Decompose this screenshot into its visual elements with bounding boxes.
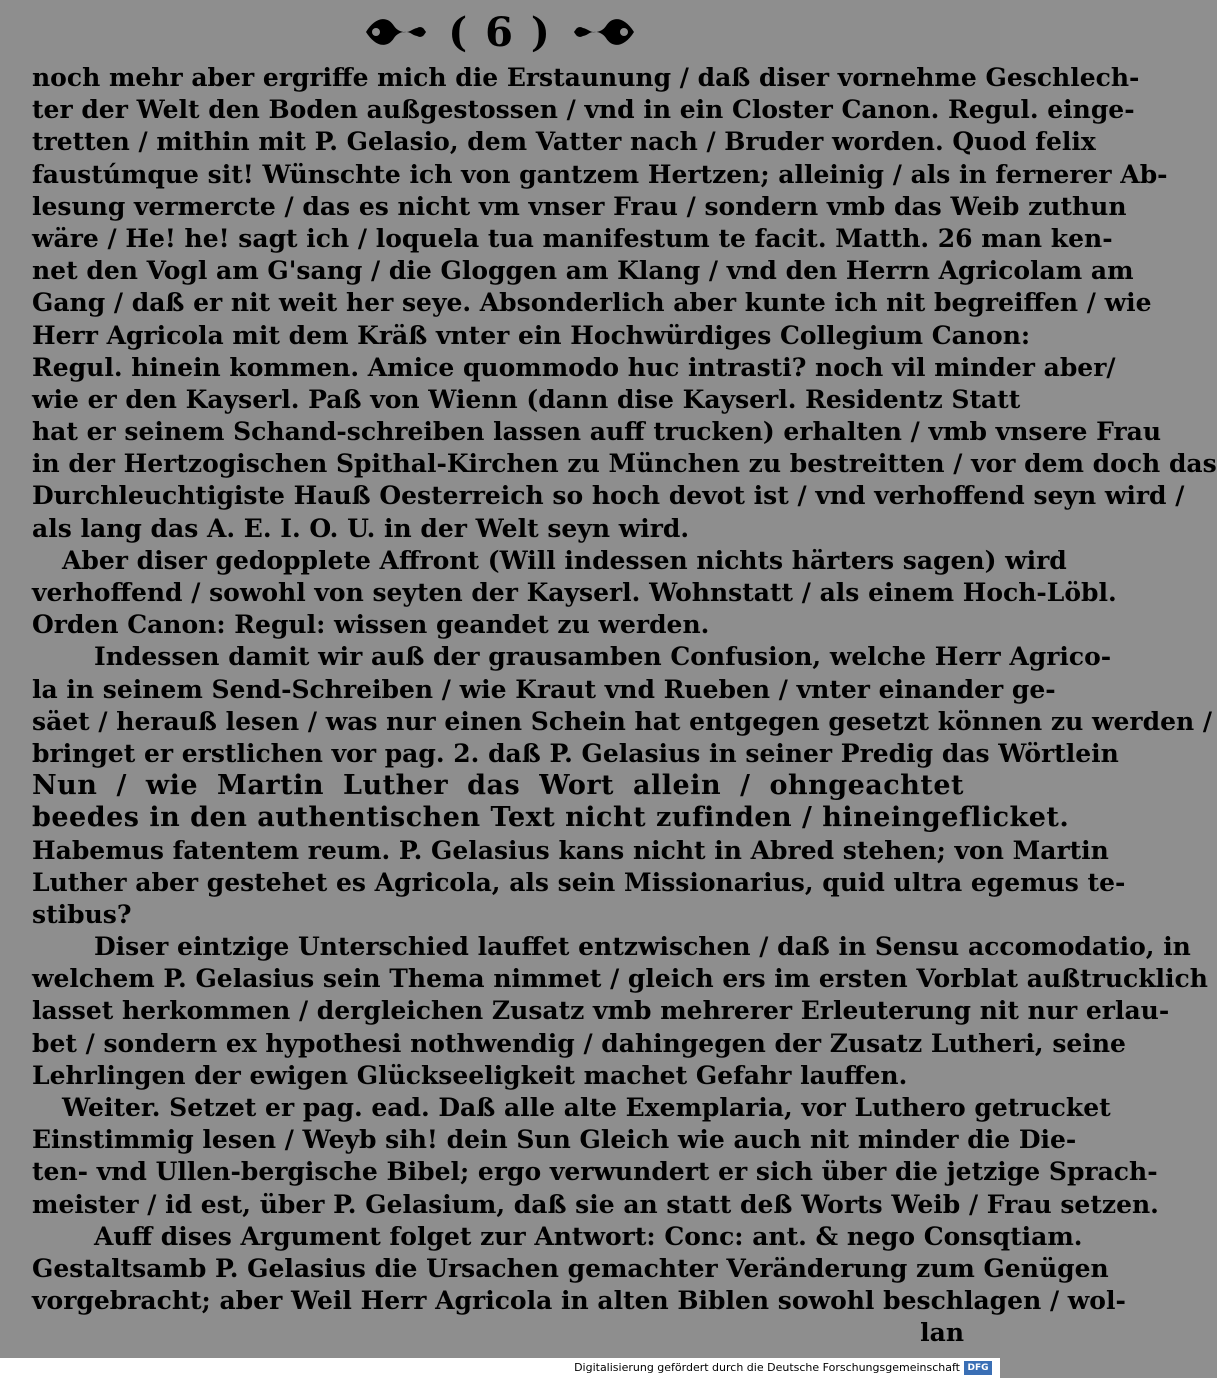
text-line: verhoffend / sowohl von seyten der Kayserl. Wohnstatt / als einem Hoch-Löbl. <box>32 578 1117 607</box>
text-line: bet / sondern ex hypothesi nothwendig / dahingegen der Zusatz Lutheri, seine <box>32 1028 1126 1058</box>
text-line: faustúmque sit! Wünschte ich von gantzem Hertzen; alleinig / als in fernerer Ab- <box>32 159 1168 189</box>
text-line: lesung vermercte / das es nicht vm vnser Frau / sondern vmb das Weib zuthun <box>32 191 1127 221</box>
text-line: Herr Agricola mit dem Kräß vnter ein Hochwürdiges Collegium Canon: <box>32 320 1031 350</box>
page-number: ( 6 ) <box>448 8 552 56</box>
dfg-logo-icon: DFG <box>964 1361 992 1375</box>
text-line: tretten / mithin mit P. Gelasio, dem Vatter nach / Bruder worden. Quod felix <box>32 127 1096 157</box>
text-line: la in seinem Send-Schreiben / wie Kraut vnd Rueben / vnter einander ge- <box>32 674 1056 704</box>
text-line: Habemus fatentem reum. P. Gelasius kans nicht in Abred stehen; von Martin <box>32 835 1109 865</box>
catchword: lan <box>920 1318 964 1348</box>
text-line: Indessen damit wir auß der grausamben Confusion, welche Herr Agrico- <box>94 642 1112 672</box>
text-line: wäre / He! he! sagt ich / loquela tua manifestum te facit. Matth. 26 man ken- <box>32 223 1113 253</box>
digitization-footer <box>0 1358 1000 1378</box>
text-line: bringet er erstlichen vor pag. 2. daß P. Gelasius in seiner Predig das Wörtlein <box>32 738 1119 768</box>
text-line: säet / herauß lesen / was nur einen Schein hat entgegen gesetzt können zu werden / <box>32 706 1212 736</box>
printer-ornament-right-icon <box>570 12 638 52</box>
text-line: Auff dises Argument folget zur Antwort: Conc: ant. & nego Consqtiam. <box>94 1221 1083 1251</box>
text-line: net den Vogl am G'sang / die Gloggen am Klang / vnd den Herrn Agricolam am <box>32 256 1134 286</box>
text-line: als lang das A. E. I. O. U. in der Welt seyn wird. <box>32 513 690 543</box>
text-line: Diser eintzige Unterschied lauffet entzwischen / daß in Sensu accomodatio, in <box>94 932 1191 962</box>
text-line: noch mehr aber ergriffe mich die Erstaunung / daß diser vornehme Geschlech- <box>32 63 1140 92</box>
text-line: vorgebracht; aber Weil Herr Agricola in alten Biblen sowohl beschlagen / wol- <box>32 1286 1126 1316</box>
funding-credit: Digitalisierung gefördert durch die Deutsche Forschungsgemeinschaft <box>574 1361 960 1374</box>
text-line: lasset herkommen / dergleichen Zusatz vmb mehrerer Erleuterung nit nur erlau- <box>32 996 1170 1026</box>
text-line: Weiter. Setzet er pag. ead. Daß alle alte Exemplaria, vor Luthero getrucket <box>62 1093 1111 1122</box>
text-line: Durchleuchtigiste Hauß Oesterreich so hoch devot ist / vnd verhoffend seyn wird / <box>32 481 1185 511</box>
text-line: stibus? <box>32 899 132 929</box>
text-line: ter der Welt den Boden außgestossen / vnd in ein Closter Canon. Regul. einge- <box>32 95 1135 125</box>
text-line: Orden Canon: Regul: wissen geandet zu werden. <box>32 610 710 640</box>
text-line: welchem P. Gelasius sein Thema nimmet / gleich ers im ersten Vorblat außtrucklich <box>32 964 1208 994</box>
text-line: Regul. hinein kommen. Amice quommodo huc intrasti? noch vil minder aber/ <box>32 352 1116 382</box>
text-line: Luther aber gestehet es Agricola, als sein Missionarius, quid ultra egemus te- <box>32 867 1126 897</box>
page-header <box>0 6 1000 58</box>
text-line: ten- vnd Ullen-bergische Bibel; ergo verwundert er sich über die jetzige Sprach- <box>32 1157 1158 1187</box>
text-line: Gestaltsamb P. Gelasius die Ursachen gemachter Veränderung zum Genügen <box>32 1253 1109 1283</box>
text-line: Lehrlingen der ewigen Glückseeligkeit machet Gefahr lauffen. <box>32 1060 908 1090</box>
text-line: Gang / daß er nit weit her seye. Absonderlich aber kunte ich nit begreiffen / wie <box>32 288 1152 318</box>
text-line: Nun / wie Martin Luther das Wort allein / ohngeachtet <box>32 770 964 802</box>
text-line: Einstimmig lesen / Weyb sih! dein Sun Gleich wie auch nit minder die Die- <box>32 1125 1077 1155</box>
text-line: in der Hertzogischen Spithal-Kirchen zu München zu bestreitten / vor dem doch das <box>32 449 1217 479</box>
text-line: beedes in den authentischen Text nicht zufinden / hineingeflicket. <box>32 802 1070 834</box>
printer-ornament-left-icon <box>362 12 430 52</box>
text-line: hat er seinem Schand-schreiben lassen auff trucken) erhalten / vmb vnsere Frau <box>32 417 1162 447</box>
text-line: wie er den Kayserl. Paß von Wienn (dann dise Kayserl. Residentz Statt <box>32 384 1021 414</box>
text-line: Aber diser gedopplete Affront (Will indessen nichts härters sagen) wird <box>62 545 1067 575</box>
body-text <box>32 62 1217 1350</box>
text-line: meister / id est, über P. Gelasium, daß sie an statt deß Worts Weib / Frau setzen. <box>32 1189 1159 1219</box>
